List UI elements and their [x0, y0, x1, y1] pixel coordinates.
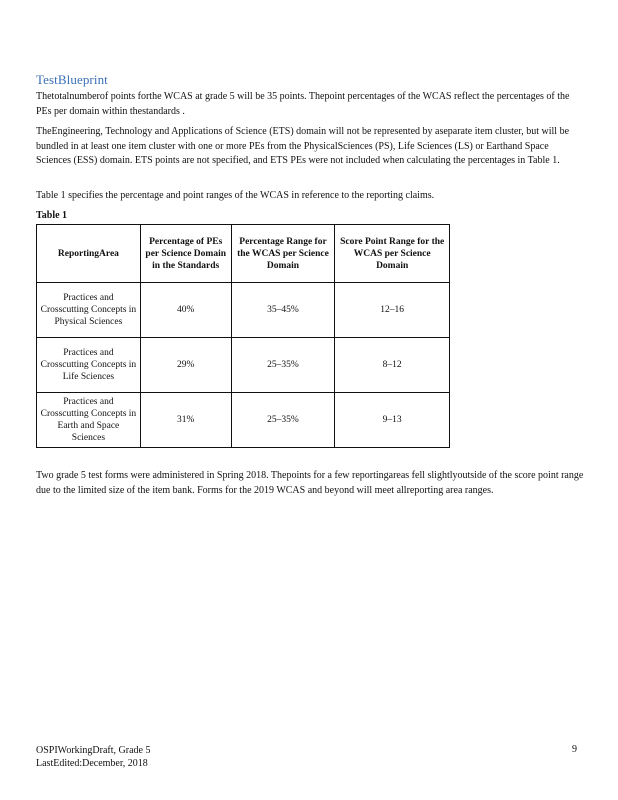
intro-paragraph: Thetotalnumberof points forthe WCAS at grade 5 will be 35 points. Thepoint percentages of the WCAS reflect the percentages of the PEs per domain within thestandards .	[36, 91, 570, 117]
table-header-row	[37, 225, 450, 283]
footer-edited-line: LastEdited:December, 2018	[36, 758, 148, 769]
cell-pe-percentage: 40%	[140, 283, 231, 338]
header-percentage-range: Percentage Range for the WCAS per Science Domain	[231, 225, 335, 283]
page-number: 9	[572, 744, 577, 755]
cell-reporting-area: Practices and Crosscutting Concepts in Life Sciences	[37, 338, 141, 393]
table-caption: Table 1	[36, 210, 68, 221]
page-footer	[36, 744, 150, 770]
table-reference-paragraph: Table 1 specifies the percentage and point ranges of the WCAS in reference to the reporting claims.	[36, 190, 435, 201]
cell-percentage-range: 35–45%	[231, 283, 335, 338]
cell-pe-percentage: 29%	[140, 338, 231, 393]
cell-percentage-range: 25–35%	[231, 393, 335, 448]
footer-draft-line: OSPIWorkingDraft, Grade 5	[36, 745, 151, 756]
table-row	[37, 393, 450, 448]
header-score-point-range: Score Point Range for the WCAS per Science Domain	[335, 225, 450, 283]
header-reporting-area: ReportingArea	[37, 225, 141, 283]
cell-score-point-range: 9–13	[335, 393, 450, 448]
cell-score-point-range: 8–12	[335, 338, 450, 393]
cell-pe-percentage: 31%	[140, 393, 231, 448]
table-row	[37, 283, 450, 338]
table-row	[37, 338, 450, 393]
header-pe-percentage: Percentage of PEs per Science Domain in the Standards	[140, 225, 231, 283]
ets-paragraph: TheEngineering, Technology and Applications of Science (ETS) domain will not be represented by aseparate item cluster, but will be bundled in at least one item cluster with one or more PEs from the PhysicalSciences (PS), Life Sciences (LS) or Earthand Space Sciences (ESS) domain. ETS points are not specified, and ETS PEs were not included when calculating the percentages in Table 1.	[36, 126, 570, 166]
cell-reporting-area: Practices and Crosscutting Concepts in Physical Sciences	[37, 283, 141, 338]
blueprint-table	[36, 224, 450, 448]
section-heading: TestBlueprint	[36, 72, 108, 87]
cell-score-point-range: 12–16	[335, 283, 450, 338]
test-forms-paragraph: Two grade 5 test forms were administered in Spring 2018. Thepoints for a few reportingareas fell slightlyoutside of the score point range due to the limited size of the item bank. Forms for the 2019 WCAS and beyond will meet allreporting area ranges.	[36, 470, 584, 496]
cell-reporting-area: Practices and Crosscutting Concepts in Earth and Space Sciences	[37, 393, 141, 448]
cell-percentage-range: 25–35%	[231, 338, 335, 393]
